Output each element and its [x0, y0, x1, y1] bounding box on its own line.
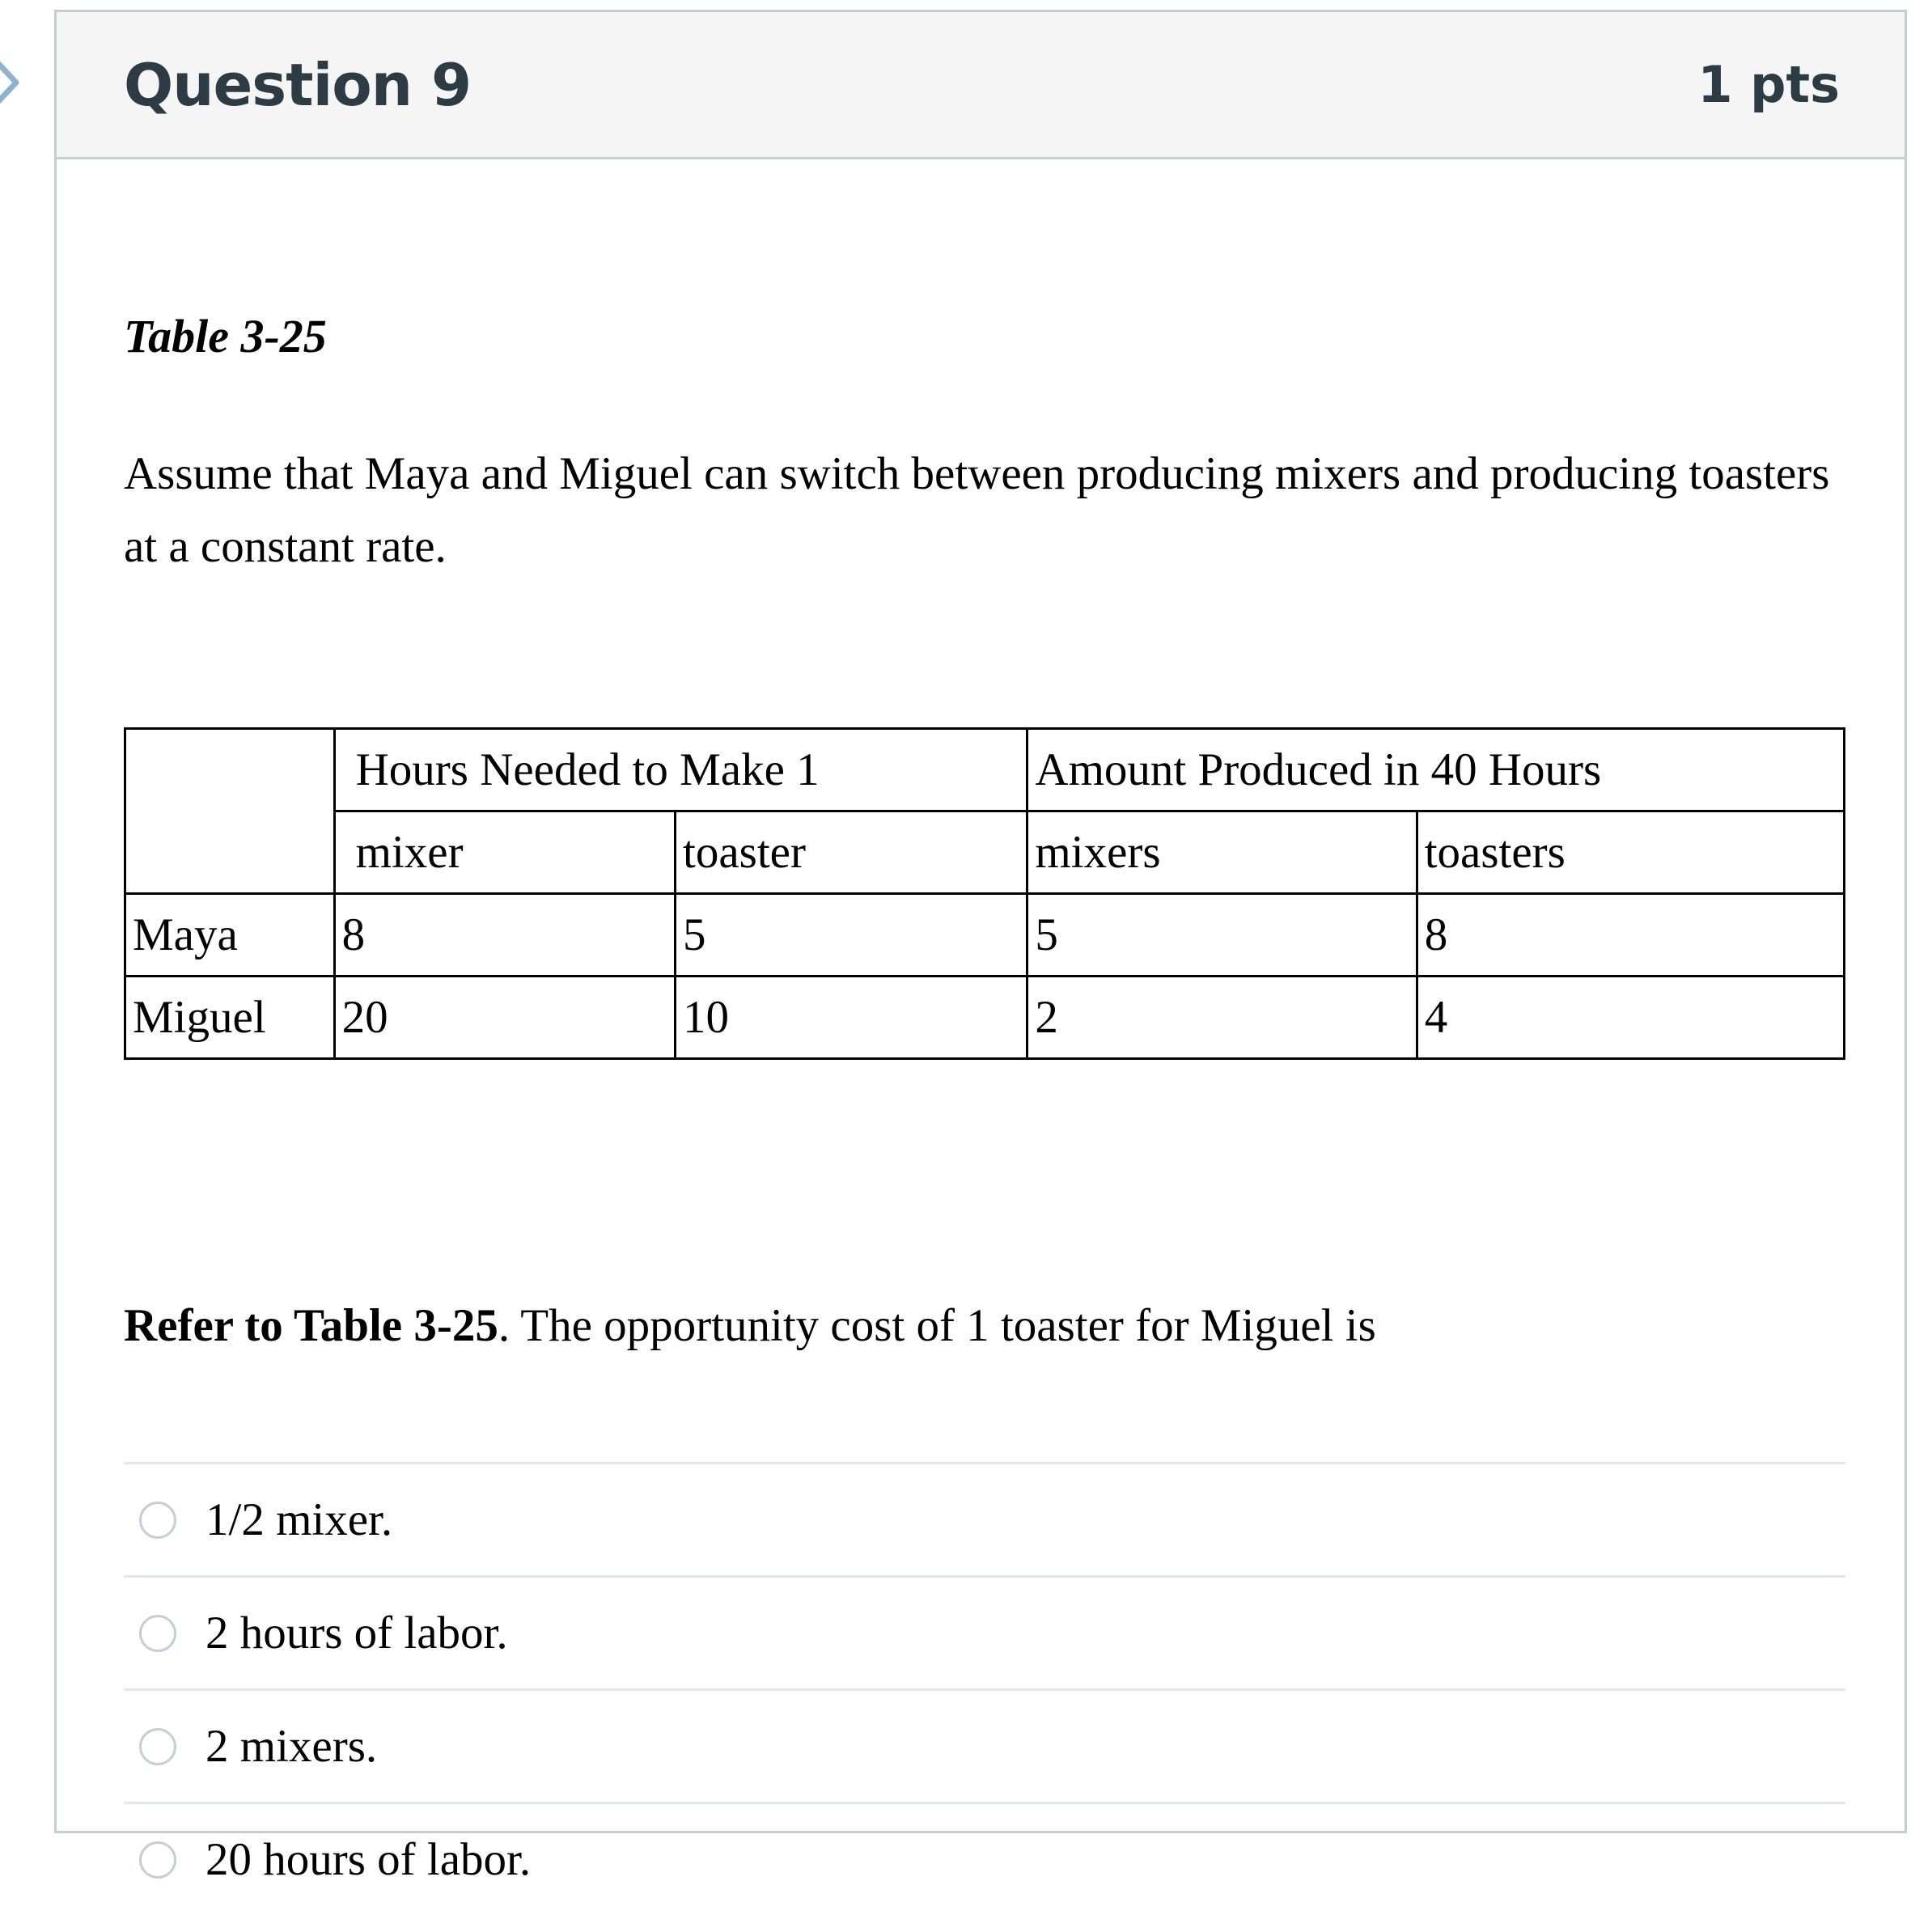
question-prompt-reference: Refer to Table 3-25 — [124, 1300, 498, 1351]
intro-text: Assume that Maya and Miguel can switch between producing mixers and producing toasters at a constant rate. — [124, 448, 1830, 572]
answer-label[interactable]: 2 hours of labor. — [205, 1608, 508, 1659]
table-cell: 4 — [1417, 977, 1844, 1059]
table-cell: 20 — [334, 977, 675, 1059]
header-hours-needed: Hours Needed to Make 1 — [334, 729, 1027, 811]
question-header — [57, 12, 1904, 159]
subheader-mixers: mixers — [1027, 811, 1417, 894]
table-subheader-row — [125, 811, 1845, 894]
row-name-maya: Maya — [125, 894, 335, 977]
radio-button[interactable] — [139, 1615, 176, 1652]
answer-label[interactable]: 1/2 mixer. — [205, 1494, 393, 1545]
table-row — [125, 977, 1845, 1059]
question-title: Question 9 — [124, 50, 472, 119]
table-cell: 8 — [334, 894, 675, 977]
table-row — [125, 894, 1845, 977]
subheader-toaster: toaster — [676, 811, 1027, 894]
production-table — [124, 727, 1845, 1060]
table-cell: 2 — [1027, 977, 1417, 1059]
subheader-mixer: mixer — [334, 811, 675, 894]
table-cell: 5 — [1027, 894, 1417, 977]
chevron-right-icon[interactable] — [0, 49, 24, 117]
question-card — [54, 10, 1907, 1885]
table-label: Table 3-25 — [124, 310, 327, 362]
answer-label[interactable]: 20 hours of labor. — [205, 1834, 532, 1885]
answer-option-1[interactable] — [124, 1462, 1845, 1575]
header-amount-produced: Amount Produced in 40 Hours — [1027, 729, 1845, 811]
answer-option-2[interactable] — [124, 1575, 1845, 1688]
radio-button[interactable] — [139, 1841, 176, 1879]
answer-list — [124, 1462, 1845, 1915]
subheader-toasters: toasters — [1417, 811, 1844, 894]
row-name-miguel: Miguel — [125, 977, 335, 1059]
radio-button[interactable] — [139, 1502, 176, 1539]
answer-label[interactable]: 2 mixers. — [205, 1721, 378, 1772]
answer-option-3[interactable] — [124, 1688, 1845, 1802]
question-points: 1 pts — [1697, 55, 1840, 114]
table-header-row — [125, 729, 1845, 811]
table-cell: 5 — [676, 894, 1027, 977]
question-prompt-text: . The opportunity cost of 1 toaster for Miguel is — [498, 1300, 1376, 1351]
radio-button[interactable] — [139, 1728, 176, 1765]
table-cell: 10 — [676, 977, 1027, 1059]
table-corner-cell — [125, 729, 335, 894]
question-prompt — [124, 1299, 1376, 1352]
table-cell: 8 — [1417, 894, 1844, 977]
answer-option-4[interactable] — [124, 1802, 1845, 1915]
